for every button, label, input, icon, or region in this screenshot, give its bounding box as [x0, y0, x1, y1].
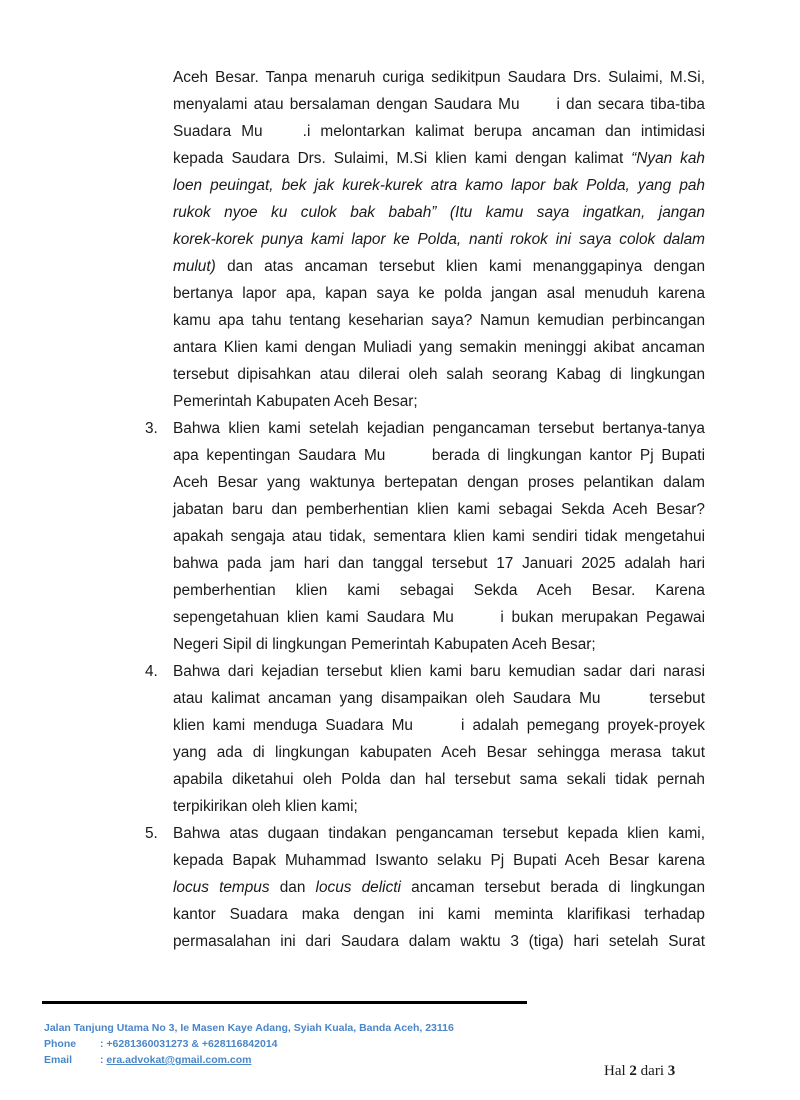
footer-phone-label: Phone [44, 1038, 77, 1050]
page-number-current: 2 [629, 1063, 637, 1079]
body-text-line [173, 554, 705, 574]
body-text-line [173, 635, 705, 655]
italic-text: locus delicti [315, 879, 401, 896]
body-text-line [173, 473, 705, 493]
footer-email-sep: : [100, 1054, 107, 1066]
body-text-line [173, 203, 705, 223]
text-run: Bahwa klien kami setelah kejadian pengancaman tersebut bertanya-tanya [173, 420, 705, 437]
body-text-line [173, 230, 705, 250]
body-text-line [173, 311, 705, 331]
body-text-line [173, 905, 705, 925]
body-text-line [173, 581, 705, 601]
body-text-line [173, 338, 705, 358]
body-text-line [173, 824, 705, 844]
text-run: Bahwa dari kejadian tersebut klien kami baru kemudian sadar dari narasi [173, 663, 705, 680]
body-text-line [173, 257, 705, 277]
text-run: atau kalimat ancaman yang disampaikan oleh Saudara Mu tersebut [173, 690, 705, 707]
text-run: bertanya lapor apa, kapan saya ke polda jangan asal menuduh karena [173, 285, 705, 302]
footer-address-text: Jalan Tanjung Utama No 3, Ie Masen Kaye Adang, Syiah Kuala, Banda Aceh, 23116 [44, 1022, 454, 1034]
text-run: kantor Suadara maka dengan ini kami meminta klarifikasi terhadap [173, 906, 705, 923]
body-text-line [173, 446, 705, 466]
text-run: pemberhentian klien kami sebagai Sekda Aceh Besar. Karena [173, 582, 705, 599]
italic-text: mulut) [173, 258, 216, 275]
text-run: Pemerintah Kabupaten Aceh Besar; [173, 393, 418, 410]
footer-email [44, 1053, 251, 1067]
body-text-line [173, 608, 705, 628]
body-text-line [173, 284, 705, 304]
footer-phone [44, 1037, 278, 1051]
list-item-number: 4. [145, 663, 158, 680]
body-text-line [173, 770, 705, 790]
text-run: apabila diketahui oleh Polda dan hal tersebut sama sekali tidak pernah [173, 771, 705, 788]
text-run: Negeri Sipil di lingkungan Pemerintah Kabupaten Aceh Besar; [173, 636, 596, 653]
page-number-middle: dari [636, 1063, 668, 1079]
text-run: bahwa pada jam hari dan tanggal tersebut 17 Januari 2025 adalah hari [173, 555, 705, 572]
text-run: kepada Bapak Muhammad Iswanto selaku Pj Bupati Aceh Besar karena [173, 852, 705, 869]
list-item-number: 5. [145, 825, 158, 842]
body-text-line [173, 743, 705, 763]
page-number-total: 3 [667, 1063, 676, 1079]
page-number [604, 1063, 675, 1080]
text-run: kamu apa tahu tentang keseharian saya? Namun kemudian perbincangan [173, 312, 705, 329]
text-run: dan [269, 879, 316, 896]
text-run: Bahwa atas dugaan tindakan pengancaman tersebut kepada klien kami, [173, 825, 705, 842]
footer-email-link[interactable]: era.advokat@gmail.com.com [106, 1054, 252, 1066]
body-text-line [173, 176, 705, 196]
body-text-line [173, 851, 705, 871]
list-item-number: 3. [145, 420, 158, 437]
body-text-line [173, 500, 705, 520]
body-text-line [173, 878, 705, 898]
body-text-line [173, 122, 705, 142]
text-run: sepengetahuan klien kami Saudara Mu i bukan merupakan Pegawai [173, 609, 705, 626]
text-run: tersebut dipisahkan atau dilerai oleh salah seorang Kabag di lingkungan [173, 366, 705, 383]
body-text-line [173, 689, 705, 709]
italic-text: loen peuingat, bek jak kurek-kurek atra kamo lapor bak Polda, yang pah [173, 177, 705, 194]
text-run: ancaman tersebut berada di lingkungan [400, 879, 705, 896]
body-text-line [173, 365, 705, 385]
text-run: permasalahan ini dari Saudara dalam waktu 3 (tiga) hari setelah Surat [173, 933, 705, 950]
text-run: kepada Saudara Drs. Sulaimi, M.Si klien kami dengan kalimat [173, 150, 632, 167]
text-run: jabatan baru dan pemberhentian klien kami sebagai Sekda Aceh Besar? [173, 501, 705, 518]
text-run: klien kami menduga Suadara Mu i adalah pemegang proyek-proyek [173, 717, 705, 734]
body-text-line [173, 68, 705, 88]
body-text-line [173, 716, 705, 736]
body-text-line [173, 527, 705, 547]
text-run: Aceh Besar yang waktunya bertepatan dengan proses pelantikan dalam [173, 474, 705, 491]
text-run: dan atas ancaman tersebut klien kami menanggapinya dengan [215, 258, 705, 275]
text-run: antara Klien kami dengan Muliadi yang semakin meninggi akibat ancaman [173, 339, 705, 356]
body-text-line [173, 662, 705, 682]
footer-phone-value: : +6281360031273 & +628116842014 [100, 1038, 278, 1050]
text-run: Aceh Besar. Tanpa menaruh curiga sedikitpun Saudara Drs. Sulaimi, M.Si, [173, 69, 705, 86]
page-number-prefix: Hal [604, 1063, 630, 1079]
italic-text: korek-korek punya kami lapor ke Polda, nanti rokok ini saya colok dalam [173, 231, 705, 248]
footer-email-label: Email [44, 1054, 73, 1066]
text-run: Suadara Mu .i melontarkan kalimat berupa ancaman dan intimidasi [173, 123, 705, 140]
text-run: yang ada di lingkungan kabupaten Aceh Besar sehingga merasa takut [173, 744, 705, 761]
body-text-line [173, 392, 705, 412]
body-text-line [173, 797, 705, 817]
footer-divider [42, 1001, 527, 1004]
body-text-line [173, 95, 705, 115]
body-text-line [173, 932, 705, 952]
italic-text: locus tempus [173, 879, 270, 896]
footer-address [44, 1021, 454, 1035]
body-text-line [173, 419, 705, 439]
text-run: apa kepentingan Saudara Mu berada di lingkungan kantor Pj Bupati [173, 447, 705, 464]
italic-text: “Nyan kah [631, 150, 705, 167]
body-text-line [173, 149, 705, 169]
text-run: terpikirikan oleh klien kami; [173, 798, 358, 815]
italic-text: rukok nyoe ku culok bak babah” (Itu kamu saya ingatkan, jangan [173, 204, 705, 221]
text-run: menyalami atau bersalaman dengan Saudara Mu i dan secara tiba-tiba [173, 96, 705, 113]
text-run: apakah sengaja atau tidak, sementara klien kami sendiri tidak mengetahui [173, 528, 705, 545]
